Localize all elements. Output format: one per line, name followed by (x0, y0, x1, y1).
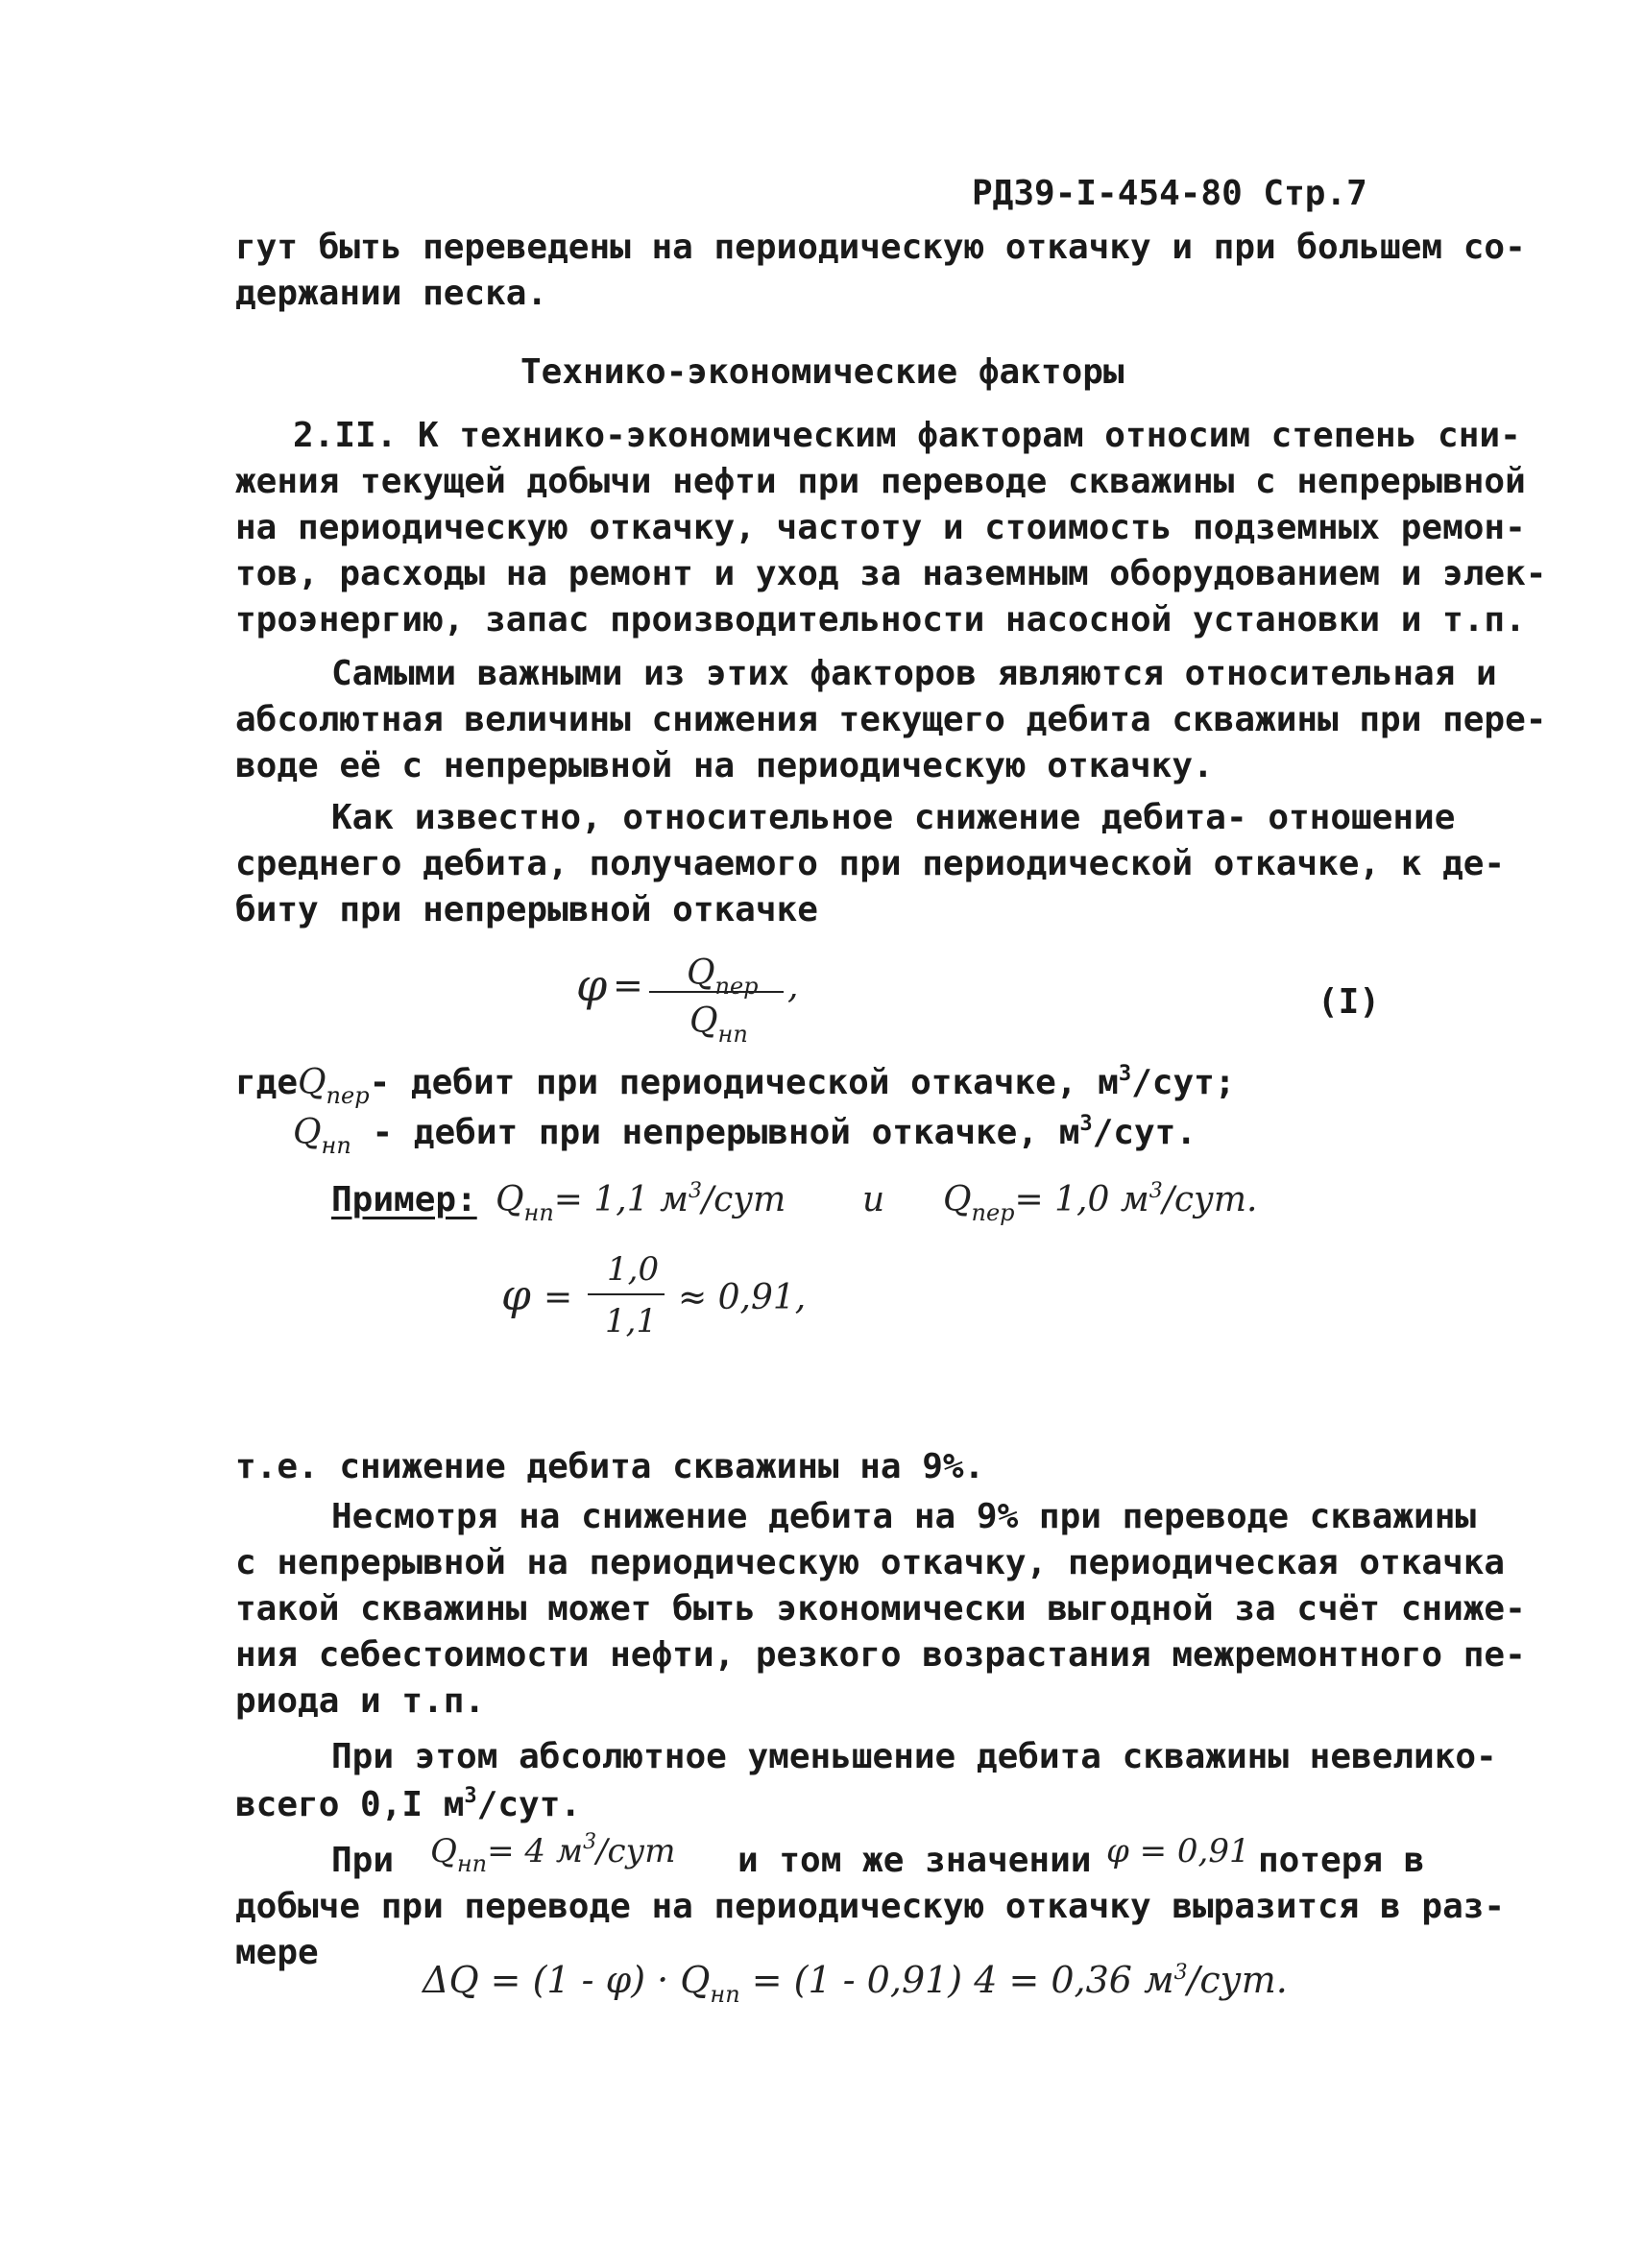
fraction-denominator: 1,1 (605, 1302, 658, 1340)
text-line: на периодическую откачку, частоту и стоимость подземных ремон- (235, 508, 1526, 547)
fraction-bar (649, 991, 784, 993)
formula-denominator: $Q_{нп}$ (689, 1001, 748, 1048)
text-line: гут быть переведены на периодическую откачку и при большем со- (235, 228, 1526, 267)
equals-sign: = (544, 1278, 573, 1317)
pri-word: При (331, 1841, 395, 1880)
text-line: ния себестоимости нефти, резкого возрастания межремонтного пе- (235, 1635, 1526, 1675)
final-formula: $\Delta Q = (1 - \varphi) \cdot Q_{нп} = (1 - 0,91) 4 = 0,36$ $м^3$/сут. (423, 1959, 1288, 2008)
text-line: всего 0,I $м^3$/сут. (235, 1784, 582, 1824)
pri-phi-value: φ = 0,91 (1106, 1832, 1250, 1870)
text-line: такой скважины может быть экономически выгодной за счёт сниже- (235, 1589, 1526, 1629)
text-line: Как известно, относительное снижение дебита- отношение (331, 798, 1456, 837)
where-line-1: гдеQ$_{пер}$- дебит при периодической откачке, $м^3$/сут; (235, 1062, 1236, 1109)
text-line: жения текущей добычи нефти при переводе скважины с непрерывной (235, 462, 1526, 501)
text-line: тов, расходы на ремонт и уход за наземным оборудованием и элек- (235, 554, 1547, 593)
text-line: троэнергию, запас производительности насосной установки и т.п. (235, 600, 1526, 639)
text-line: мере (235, 1933, 319, 1972)
where-line-2: $Q_{нп}$ - дебит при непрерывной откачке, $м^3$/сут. (293, 1112, 1197, 1159)
example-q-per: $Q_{пер}= 1,0$ $м^3$/сут. (943, 1179, 1258, 1226)
phi-symbol: φ (501, 1271, 531, 1320)
example-label: Пример: (331, 1180, 477, 1219)
text-line: абсолютная величины снижения текущего дебита скважины при пере- (235, 700, 1547, 739)
text-line: биту при непрерывной откачке (235, 890, 818, 929)
pri-q-value: $Q_{нп}= 4$ $м^3$/сут (430, 1830, 676, 1877)
text-line: т.е. снижение дебита скважины на 9%. (235, 1447, 985, 1486)
text-line: 2.II. К технико-экономическим факторам относим степень сни- (293, 416, 1521, 455)
fraction-numerator: 1,0 (607, 1250, 660, 1289)
fraction-bar (588, 1293, 665, 1295)
formula-comma: , (787, 967, 799, 1006)
text-line: риода и т.п. (235, 1681, 486, 1721)
text-line: добыче при переводе на периодическую откачку выразится в раз- (235, 1887, 1506, 1926)
phi-symbol: φ (576, 959, 608, 1011)
approx-result: ≈ 0,91, (678, 1278, 807, 1317)
equals-sign: = (613, 964, 643, 1006)
text-line: среднего дебита, получаемого при периодической откачке, к де- (235, 844, 1506, 883)
text-line: с непрерывной на периодическую откачку, периодическая откачка (235, 1543, 1506, 1582)
text-line: воде её с непрерывной на периодическую откачку. (235, 746, 1214, 785)
page-header: РДЗ9-I-454-80 Стр.7 (972, 174, 1367, 213)
text-line: держании песка. (235, 274, 548, 313)
pri-mid-text: и том же значении (737, 1841, 1092, 1880)
pri-end-text: потеря в (1258, 1841, 1425, 1880)
formula-number: (I) (1318, 982, 1381, 1022)
text-line: Несмотря на снижение дебита на 9% при переводе скважины (331, 1497, 1477, 1536)
text-line: При этом абсолютное уменьшение дебита скважины невелико- (331, 1737, 1497, 1776)
section-title: Технико-экономические факторы (520, 352, 1124, 392)
formula-numerator: $Q_{пер}$ (687, 953, 759, 1000)
text-line: Самыми важными из этих факторов являются относительная и (331, 654, 1497, 693)
example-conjunction: и (862, 1180, 885, 1219)
example-q-np: $Q_{нп}= 1,1$ $м^3$/сут (496, 1179, 786, 1226)
